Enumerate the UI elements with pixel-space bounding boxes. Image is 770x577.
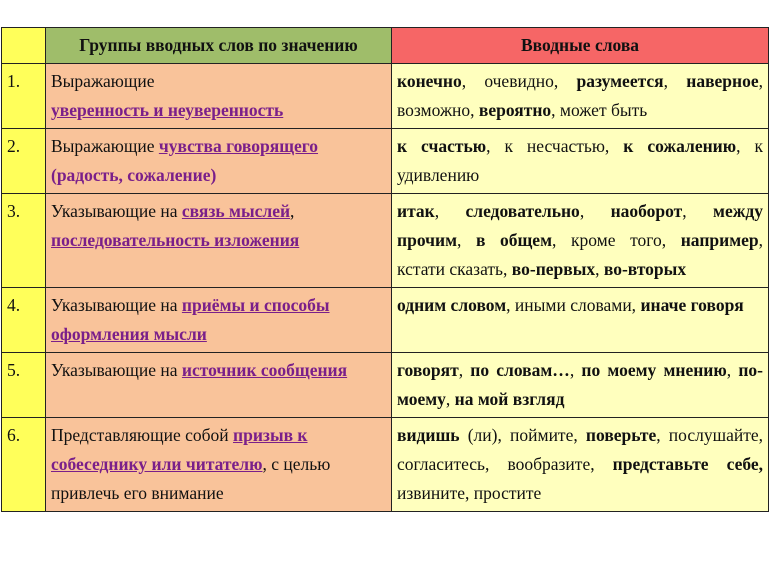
group-cell	[46, 64, 392, 129]
group-text: Указывающие на	[51, 201, 182, 221]
word-text: ,	[595, 259, 604, 279]
words-cell	[392, 288, 769, 353]
header-row	[2, 28, 769, 64]
word-text: ,	[579, 201, 611, 221]
word-bold: на мой взгляд	[454, 389, 565, 409]
word-text: извините, простите	[397, 483, 542, 503]
group-text: (радость, сожаление)	[51, 165, 217, 185]
group-highlight: чувства говорящего	[158, 136, 319, 156]
group-text: Указывающие на	[51, 295, 182, 315]
word-bold: итак	[397, 201, 435, 221]
group-text: Выражающие	[51, 136, 159, 156]
group-text: Указывающие на	[51, 360, 182, 380]
word-bold: между прочим	[397, 201, 764, 250]
word-bold: наверное	[686, 71, 759, 91]
word-bold: одним словом	[397, 295, 507, 315]
group-cell	[46, 194, 392, 288]
table-row	[2, 129, 769, 194]
word-bold: следовательно	[465, 201, 580, 221]
word-bold: наоборот	[610, 201, 683, 221]
row-number: 1.	[2, 64, 46, 129]
word-text: , к несчастью,	[486, 136, 624, 156]
intro-words-table	[1, 27, 769, 512]
group-highlight: приёмы и способы оформления мысли	[51, 295, 330, 344]
group-highlight: уверенность и неуверенность	[51, 100, 284, 120]
table-row	[2, 194, 769, 288]
word-bold: по моему мнению	[581, 360, 727, 380]
word-bold: во-первых	[511, 259, 596, 279]
word-bold: разумеется	[576, 71, 664, 91]
word-bold: во-вторых	[603, 259, 687, 279]
word-bold: говорят	[397, 360, 459, 380]
table-row	[2, 288, 769, 353]
word-text: ,	[434, 201, 466, 221]
words-cell	[392, 418, 769, 512]
header-words: Вводные слова	[392, 28, 769, 64]
header-groups: Группы вводных слов по значению	[46, 28, 392, 64]
word-bold: по словам…	[470, 360, 570, 380]
word-bold: к счастью	[397, 136, 487, 156]
word-bold: в общем	[475, 230, 552, 250]
word-bold: иначе говоря	[640, 295, 744, 315]
word-text: ,	[663, 71, 687, 91]
word-text: ,	[457, 230, 476, 250]
table-row	[2, 64, 769, 129]
word-bold: представьте себе,	[612, 454, 764, 474]
row-number: 6.	[2, 418, 46, 512]
table-row	[2, 418, 769, 512]
word-bold: видишь	[397, 425, 460, 445]
word-bold: конечно	[397, 71, 462, 91]
header-num	[2, 28, 46, 64]
word-text: , может быть	[551, 100, 648, 120]
word-text: ,	[726, 360, 739, 380]
group-cell	[46, 418, 392, 512]
group-highlight: связь мыслей	[181, 201, 291, 221]
words-cell	[392, 194, 769, 288]
group-cell	[46, 353, 392, 418]
word-text: ,	[682, 201, 714, 221]
group-cell	[46, 129, 392, 194]
word-bold: например	[680, 230, 759, 250]
word-bold: вероятно	[478, 100, 552, 120]
word-text: , кстати сказать,	[397, 230, 764, 279]
word-text: , послушайте, согласитесь, вообразите,	[397, 425, 763, 474]
word-text: ,	[569, 360, 582, 380]
row-number: 2.	[2, 129, 46, 194]
group-text: Выражающие	[51, 71, 155, 91]
group-text: ,	[290, 201, 295, 221]
row-number: 4.	[2, 288, 46, 353]
words-cell	[392, 353, 769, 418]
word-text: , к удивлению	[397, 136, 763, 185]
word-bold: по-моему	[397, 360, 763, 409]
group-highlight: призыв к собеседнику или читателю	[51, 425, 308, 474]
word-bold: к сожалению	[623, 136, 737, 156]
row-number: 5.	[2, 353, 46, 418]
words-cell	[392, 64, 769, 129]
row-number: 3.	[2, 194, 46, 288]
word-text: ,	[445, 389, 455, 409]
word-bold: поверьте	[585, 425, 657, 445]
group-cell	[46, 288, 392, 353]
word-text: ,	[458, 360, 471, 380]
word-text: , кроме того,	[552, 230, 681, 250]
group-highlight: источник сообщения	[181, 360, 348, 380]
words-cell	[392, 129, 769, 194]
group-text: Представляющие собой	[51, 425, 234, 445]
group-highlight: последовательность изложения	[51, 230, 300, 250]
word-text: , очевидно,	[461, 71, 577, 91]
word-text: , иными словами,	[506, 295, 641, 315]
table-row	[2, 353, 769, 418]
group-text: , с целью привлечь его внимание	[51, 454, 331, 503]
word-text: (ли), поймите,	[459, 425, 586, 445]
word-text: , возможно,	[397, 71, 764, 120]
